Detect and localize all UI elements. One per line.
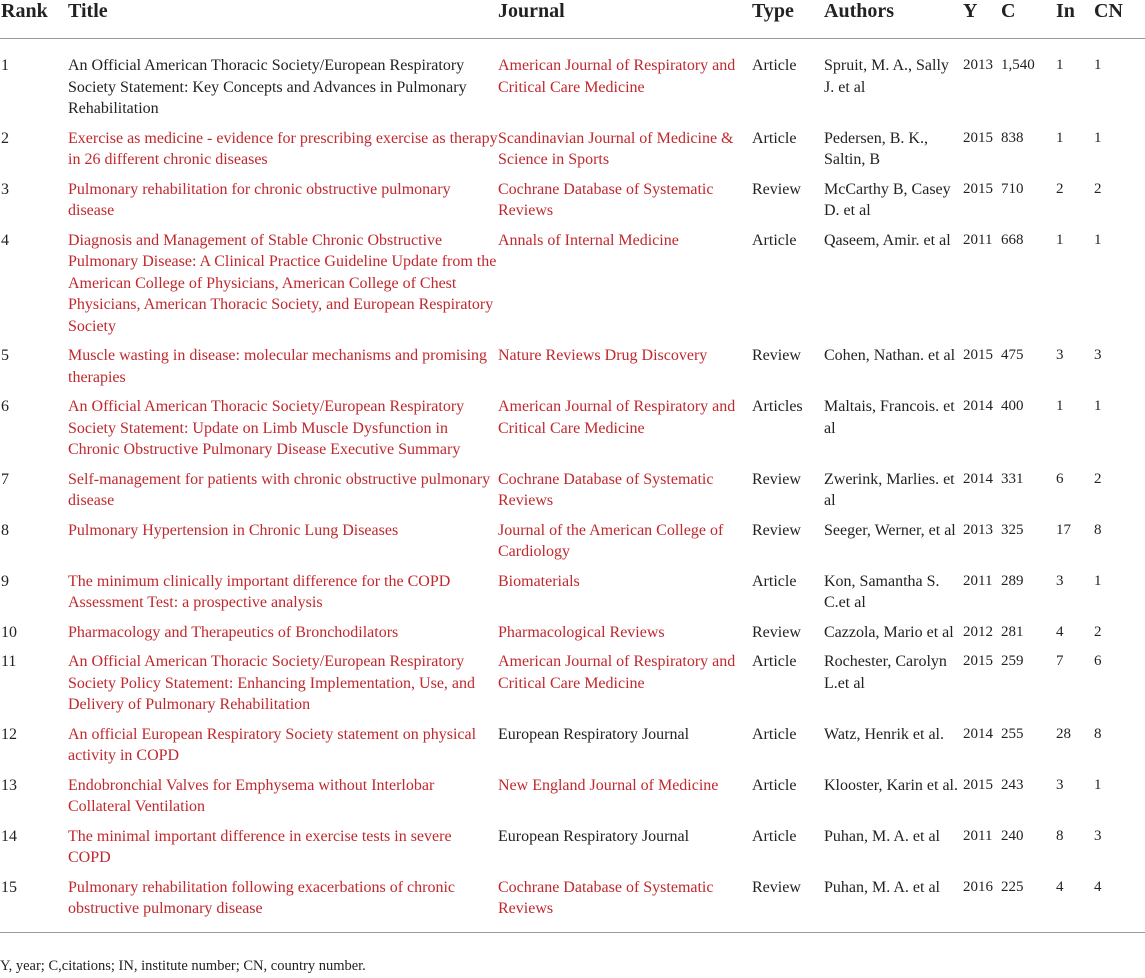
cell-institute-number: 8 (1056, 827, 1064, 844)
cell-journal[interactable]: American Journal of Respiratory and Critical Care Medicine (498, 398, 736, 437)
cell-title[interactable]: Pulmonary rehabilitation following exacerbations of chronic obstructive pulmonary disease (68, 878, 455, 917)
cell-institute-number: 4 (1056, 878, 1064, 895)
cell-authors: Puhan, M. A. et al (824, 878, 940, 896)
table-row (0, 571, 1145, 622)
cell-year: 2016 (963, 878, 993, 895)
header-row (0, 0, 1145, 39)
cell-authors: Klooster, Karin et al. (824, 776, 958, 794)
cell-year: 2014 (963, 725, 993, 742)
table-row (0, 179, 1145, 230)
cell-citations: 255 (1001, 725, 1024, 742)
cell-journal: European Respiratory Journal (498, 725, 690, 743)
cell-country-number: 1 (1094, 776, 1102, 793)
cell-journal[interactable]: Cochrane Database of Systematic Reviews (498, 180, 714, 219)
cell-journal[interactable]: American Journal of Respiratory and Critical Care Medicine (498, 57, 736, 96)
cell-rank: 5 (1, 347, 9, 364)
cell-country-number: 1 (1094, 57, 1102, 73)
cell-citations: 281 (1001, 623, 1024, 640)
cell-type: Articles (752, 398, 803, 415)
table-row (0, 622, 1145, 652)
table-row (0, 128, 1145, 179)
cell-rank: 1 (1, 57, 9, 74)
cell-institute-number: 28 (1056, 725, 1071, 742)
cell-institute-number: 7 (1056, 653, 1064, 669)
cell-title[interactable]: An Official American Thoracic Society/European Respiratory Society Statement: Update on Limb Muscle Dysfunction in Chronic Obstructive Pulmonary Disease Executive Summary (68, 398, 465, 458)
cell-country-number: 8 (1094, 521, 1102, 538)
table-header (0, 0, 1145, 39)
cell-title: An Official American Thoracic Society/European Respiratory Society Statement: Key Concepts and Advances in Pulmonary Rehabilitation (68, 57, 467, 117)
cell-type: Review (752, 623, 801, 641)
cell-country-number: 1 (1094, 231, 1102, 248)
cell-rank: 15 (1, 878, 17, 896)
cell-citations: 331 (1001, 470, 1024, 487)
cell-institute-number: 4 (1056, 623, 1064, 640)
cell-journal[interactable]: Journal of the American College of Cardiology (498, 521, 724, 560)
cell-citations: 400 (1001, 398, 1024, 414)
cell-country-number: 6 (1094, 653, 1102, 669)
cell-type: Article (752, 572, 797, 590)
cell-country-number: 3 (1094, 347, 1102, 363)
cell-rank: 2 (1, 129, 9, 147)
cell-type: Article (752, 827, 797, 845)
cell-year: 2015 (963, 180, 993, 197)
header-rank: Rank (0, 0, 68, 39)
cell-year: 2015 (963, 776, 993, 793)
cell-authors: Cazzola, Mario et al (824, 623, 954, 641)
cell-year: 2014 (963, 398, 993, 414)
cell-citations: 325 (1001, 521, 1024, 538)
cell-year: 2013 (963, 57, 993, 73)
cell-rank: 6 (1, 398, 9, 415)
cell-year: 2015 (963, 347, 993, 363)
cell-rank: 4 (1, 231, 9, 249)
cell-institute-number: 3 (1056, 776, 1064, 793)
cell-institute-number: 1 (1056, 398, 1064, 414)
table-row (0, 469, 1145, 520)
header-title: Title (68, 0, 498, 39)
cell-year: 2012 (963, 623, 993, 640)
header-journal: Journal (498, 0, 752, 39)
cell-institute-number: 1 (1056, 57, 1064, 73)
table-body (0, 39, 1145, 932)
cell-type: Review (752, 180, 801, 198)
cell-citations: 225 (1001, 878, 1024, 895)
table-row (0, 651, 1145, 724)
cell-authors: Rochester, Carolyn L.et al (824, 653, 947, 692)
cell-title[interactable]: Pharmacology and Therapeutics of Bronchodilators (68, 623, 399, 641)
cell-title[interactable]: Pulmonary Hypertension in Chronic Lung Diseases (68, 521, 399, 539)
cell-journal[interactable]: Nature Reviews Drug Discovery (498, 347, 708, 364)
cell-rank: 13 (1, 776, 17, 794)
header-authors: Authors (824, 0, 963, 39)
cell-title[interactable]: An official European Respiratory Society statement on physical activity in COPD (68, 725, 477, 764)
cell-institute-number: 2 (1056, 180, 1064, 197)
table-row (0, 826, 1145, 877)
table-row (0, 396, 1145, 469)
cell-title[interactable]: Exercise as medicine - evidence for prescribing exercise as therapy in 26 different chronic diseases (68, 129, 498, 168)
cell-authors: Watz, Henrik et al. (824, 725, 944, 743)
cell-authors: McCarthy B, Casey D. et al (824, 180, 951, 219)
cell-citations: 289 (1001, 572, 1024, 589)
table-row (0, 39, 1145, 128)
cell-title[interactable]: The minimum clinically important difference for the COPD Assessment Test: a prospective analysis (68, 572, 451, 611)
cell-citations: 240 (1001, 827, 1024, 844)
cell-journal[interactable]: Scandinavian Journal of Medicine & Science in Sports (498, 129, 734, 168)
cell-journal[interactable]: Cochrane Database of Systematic Reviews (498, 878, 714, 917)
cell-rank: 12 (1, 725, 17, 743)
header-type: Type (752, 0, 824, 39)
table-row (0, 724, 1145, 775)
cell-citations: 475 (1001, 347, 1024, 363)
cell-year: 2011 (963, 231, 993, 248)
cell-type: Review (752, 521, 801, 539)
cell-journal[interactable]: Annals of Internal Medicine (498, 231, 679, 249)
cell-rank: 8 (1, 521, 9, 539)
cell-year: 2013 (963, 521, 993, 538)
header-citations: C (1001, 0, 1056, 39)
table-row (0, 520, 1145, 571)
cell-title[interactable]: Endobronchial Valves for Emphysema without Interlobar Collateral Ventilation (68, 776, 435, 815)
cell-title[interactable]: Diagnosis and Management of Stable Chronic Obstructive Pulmonary Disease: A Clinical Practice Guideline Update from the American College of Physicians, American College of Chest Physicians, American Thoracic Society, and European Respiratory Society (68, 231, 497, 335)
cell-country-number: 1 (1094, 398, 1102, 414)
cell-country-number: 3 (1094, 827, 1102, 844)
cell-year: 2015 (963, 129, 993, 146)
cell-type: Review (752, 878, 801, 896)
cell-institute-number: 1 (1056, 129, 1064, 146)
cell-journal[interactable]: American Journal of Respiratory and Critical Care Medicine (498, 653, 736, 692)
cell-journal[interactable]: Biomaterials (498, 572, 580, 590)
cell-journal[interactable]: Cochrane Database of Systematic Reviews (498, 470, 714, 509)
cell-country-number: 2 (1094, 180, 1102, 197)
cell-country-number: 2 (1094, 623, 1102, 640)
cell-rank: 9 (1, 572, 9, 590)
cell-country-number: 1 (1094, 572, 1102, 589)
cell-institute-number: 1 (1056, 231, 1064, 248)
cell-year: 2011 (963, 827, 993, 844)
cell-type: Article (752, 129, 797, 147)
table-row (0, 877, 1145, 932)
cell-type: Article (752, 653, 797, 670)
table-row (0, 230, 1145, 346)
cell-institute-number: 3 (1056, 347, 1064, 363)
cell-citations: 710 (1001, 180, 1024, 197)
cell-authors: Zwerink, Marlies. et al (824, 470, 955, 509)
cell-institute-number: 3 (1056, 572, 1064, 589)
header-country-number: CN (1094, 0, 1145, 39)
cell-type: Review (752, 347, 801, 364)
cell-type: Article (752, 57, 797, 74)
cell-authors: Qaseem, Amir. et al (824, 231, 951, 249)
cell-type: Article (752, 725, 797, 743)
cell-institute-number: 17 (1056, 521, 1071, 538)
cell-country-number: 4 (1094, 878, 1102, 895)
cell-rank: 10 (1, 623, 17, 641)
table-footnote: Y, year; C,citations; IN, institute number; CN, country number. (0, 958, 366, 974)
cell-title[interactable]: Muscle wasting in disease: molecular mechanisms and promising therapies (68, 347, 488, 386)
cell-country-number: 8 (1094, 725, 1102, 742)
cell-year: 2014 (963, 470, 993, 487)
cell-title[interactable]: Pulmonary rehabilitation for chronic obstructive pulmonary disease (68, 180, 451, 219)
header-institute-number: In (1056, 0, 1094, 39)
cell-rank: 14 (1, 827, 17, 845)
table-row (0, 775, 1145, 826)
cell-type: Review (752, 470, 801, 488)
cell-citations: 243 (1001, 776, 1024, 793)
cell-journal: European Respiratory Journal (498, 827, 690, 845)
cell-authors: Spruit, M. A., Sally J. et al (824, 57, 949, 96)
cell-journal[interactable]: New England Journal of Medicine (498, 776, 719, 794)
table-row (0, 345, 1145, 396)
cell-institute-number: 6 (1056, 470, 1064, 487)
cell-type: Article (752, 231, 797, 249)
cell-rank: 3 (1, 180, 9, 198)
cell-rank: 7 (1, 470, 9, 488)
cell-authors: Puhan, M. A. et al (824, 827, 940, 845)
cell-journal[interactable]: Pharmacological Reviews (498, 623, 665, 641)
cell-year: 2015 (963, 653, 993, 669)
cell-authors: Pedersen, B. K., Saltin, B (824, 129, 928, 168)
cell-citations: 1,540 (1001, 57, 1035, 73)
cell-rank: 11 (1, 653, 17, 670)
cell-authors: Kon, Samantha S. C.et al (824, 572, 940, 611)
cell-citations: 668 (1001, 231, 1024, 248)
cell-title[interactable]: Self-management for patients with chronic obstructive pulmonary disease (68, 470, 491, 509)
cell-country-number: 2 (1094, 470, 1102, 487)
cell-year: 2011 (963, 572, 993, 589)
table-bottom-rule (0, 932, 1145, 933)
cell-country-number: 1 (1094, 129, 1102, 146)
cell-citations: 259 (1001, 653, 1024, 669)
cell-authors: Cohen, Nathan. et al (824, 347, 956, 364)
cell-type: Article (752, 776, 797, 794)
cell-title[interactable]: An Official American Thoracic Society/European Respiratory Society Policy Statement: Enhancing Implementation, Use, and Delivery of Pulmonary Rehabilitation (68, 653, 476, 713)
cell-title[interactable]: The minimal important difference in exercise tests in severe COPD (68, 827, 452, 866)
cell-authors: Maltais, Francois. et al (824, 398, 955, 437)
cell-authors: Seeger, Werner, et al (824, 521, 956, 539)
header-year: Y (963, 0, 1001, 39)
cell-citations: 838 (1001, 129, 1024, 146)
